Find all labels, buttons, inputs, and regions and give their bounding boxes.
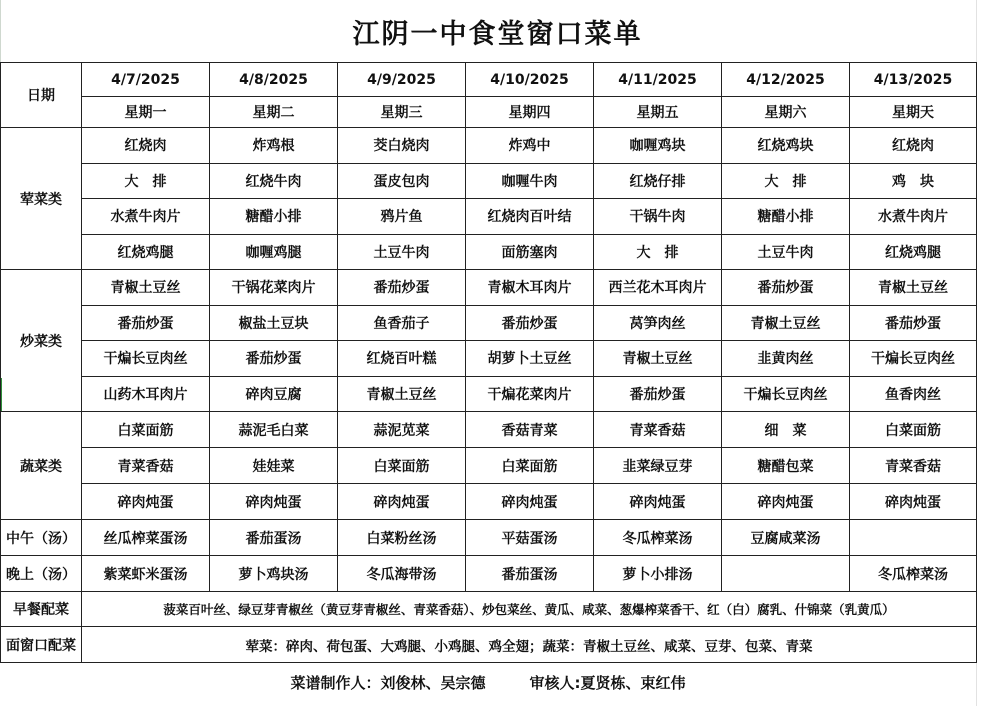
menu-cell: 山药木耳肉片	[82, 376, 210, 412]
menu-cell: 碎肉炖蛋	[82, 484, 210, 520]
table-row	[1, 305, 977, 341]
table-row	[1, 556, 977, 592]
date-cell: 4/13/2025	[850, 63, 977, 97]
menu-cell: 面筋塞肉	[466, 234, 594, 270]
menu-cell: 水煮牛肉片	[850, 199, 977, 235]
weekday-cell: 星期四	[466, 97, 594, 128]
footer	[0, 664, 976, 700]
table-row	[1, 592, 977, 627]
menu-cell: 鱼香肉丝	[850, 376, 977, 412]
menu-cell: 青椒土豆丝	[722, 305, 850, 341]
table-row	[1, 627, 977, 663]
menu-cell: 鸦片鱼	[338, 199, 466, 235]
dinner-soup-cell: 番茄蛋汤	[466, 556, 594, 592]
date-cell: 4/8/2025	[210, 63, 338, 97]
table-row	[1, 128, 977, 164]
menu-cell: 碎肉炖蛋	[850, 484, 977, 520]
sheet-margin	[976, 0, 995, 706]
table-row	[1, 63, 977, 97]
menu-cell: 蒜泥苋菜	[338, 412, 466, 448]
menu-cell: 糖醋包菜	[722, 448, 850, 484]
menu-cell: 红烧鸡块	[722, 128, 850, 164]
menu-cell: 大 排	[82, 163, 210, 199]
menu-cell: 青椒土豆丝	[82, 270, 210, 306]
dinner-soup-cell: 紫菜虾米蛋汤	[82, 556, 210, 592]
menu-cell: 韭菜绿豆芽	[594, 448, 722, 484]
menu-cell: 糖醋小排	[210, 199, 338, 235]
table-row	[1, 520, 977, 556]
menu-cell: 青椒土豆丝	[338, 376, 466, 412]
menu-cell: 咖喱鸡块	[594, 128, 722, 164]
table-row	[1, 199, 977, 235]
menu-reviewers: 审核人:夏贤栋、束红伟	[529, 673, 686, 692]
menu-cell: 干煸长豆肉丝	[722, 376, 850, 412]
category-noodle: 面窗口配菜	[1, 627, 82, 663]
category-veg: 蔬菜类	[1, 412, 82, 520]
lunch-soup-cell: 丝瓜榨菜蛋汤	[82, 520, 210, 556]
menu-cell: 炸鸡根	[210, 128, 338, 164]
lunch-soup-cell	[850, 520, 977, 556]
menu-cell: 大 排	[722, 163, 850, 199]
menu-cell: 蛋皮包肉	[338, 163, 466, 199]
menu-cell: 干煸长豆肉丝	[850, 341, 977, 377]
table-row	[1, 341, 977, 377]
menu-cell: 青椒土豆丝	[594, 341, 722, 377]
table-row	[1, 234, 977, 270]
menu-cell: 红烧仔排	[594, 163, 722, 199]
date-label: 日期	[1, 63, 82, 128]
menu-cell: 红烧鸡腿	[850, 234, 977, 270]
weekday-cell: 星期天	[850, 97, 977, 128]
menu-cell: 红烧百叶糕	[338, 341, 466, 377]
dinner-soup-cell: 萝卜小排汤	[594, 556, 722, 592]
date-cell: 4/12/2025	[722, 63, 850, 97]
category-breakfast: 早餐配菜	[1, 592, 82, 627]
table-row	[1, 376, 977, 412]
menu-cell: 干煸长豆肉丝	[82, 341, 210, 377]
table-row	[1, 97, 977, 128]
menu-cell: 鸡 块	[850, 163, 977, 199]
table-row	[1, 412, 977, 448]
menu-cell: 番茄炒蛋	[850, 305, 977, 341]
menu-cell: 咖喱鸡腿	[210, 234, 338, 270]
menu-cell: 韭黄肉丝	[722, 341, 850, 377]
menu-cell: 干锅花菜肉片	[210, 270, 338, 306]
lunch-soup-cell: 豆腐咸菜汤	[722, 520, 850, 556]
menu-cell: 碎肉炖蛋	[722, 484, 850, 520]
menu-cell: 干锅牛肉	[594, 199, 722, 235]
menu-cell: 炸鸡中	[466, 128, 594, 164]
menu-cell: 水煮牛肉片	[82, 199, 210, 235]
menu-cell: 红烧鸡腿	[82, 234, 210, 270]
category-meat: 荤菜类	[1, 128, 82, 270]
menu-cell: 青菜香菇	[82, 448, 210, 484]
menu-cell: 椒盐土豆块	[210, 305, 338, 341]
menu-cell: 干煸花菜肉片	[466, 376, 594, 412]
weekday-cell: 星期三	[338, 97, 466, 128]
menu-cell: 莴笋肉丝	[594, 305, 722, 341]
weekday-cell: 星期二	[210, 97, 338, 128]
menu-cell: 胡萝卜土豆丝	[466, 341, 594, 377]
menu-cell: 番茄炒蛋	[210, 341, 338, 377]
menu-cell: 碎肉炖蛋	[594, 484, 722, 520]
page-title: 江阴一中食堂窗口菜单	[352, 18, 643, 50]
noodle-items: 荤菜：碎肉、荷包蛋、大鸡腿、小鸡腿、鸡全翅；蔬菜：青椒土豆丝、咸菜、豆芽、包菜、青菜	[82, 627, 977, 663]
menu-cell: 番茄炒蛋	[338, 270, 466, 306]
lunch-soup-cell: 冬瓜榨菜汤	[594, 520, 722, 556]
weekday-cell: 星期五	[594, 97, 722, 128]
date-cell: 4/9/2025	[338, 63, 466, 97]
menu-cell: 红烧肉	[82, 128, 210, 164]
table-row	[1, 484, 977, 520]
menu-cell: 鱼香茄子	[338, 305, 466, 341]
menu-cell: 大 排	[594, 234, 722, 270]
menu-cell: 土豆牛肉	[338, 234, 466, 270]
lunch-soup-cell: 番茄蛋汤	[210, 520, 338, 556]
category-stirfry: 炒菜类	[1, 270, 82, 412]
menu-cell: 香菇青菜	[466, 412, 594, 448]
menu-cell: 红烧牛肉	[210, 163, 338, 199]
table-row	[1, 163, 977, 199]
dinner-soup-cell: 萝卜鸡块汤	[210, 556, 338, 592]
menu-cell: 蒜泥毛白菜	[210, 412, 338, 448]
menu-cell: 青椒土豆丝	[850, 270, 977, 306]
menu-cell: 碎肉炖蛋	[338, 484, 466, 520]
menu-cell: 红烧肉百叶结	[466, 199, 594, 235]
menu-cell: 青菜香菇	[594, 412, 722, 448]
menu-cell: 西兰花木耳肉片	[594, 270, 722, 306]
menu-cell: 番茄炒蛋	[722, 270, 850, 306]
weekday-cell: 星期六	[722, 97, 850, 128]
table-row	[1, 448, 977, 484]
menu-cell: 红烧肉	[850, 128, 977, 164]
lunch-soup-cell: 白菜粉丝汤	[338, 520, 466, 556]
menu-cell: 番茄炒蛋	[466, 305, 594, 341]
date-cell: 4/11/2025	[594, 63, 722, 97]
menu-cell: 糖醋小排	[722, 199, 850, 235]
menu-cell: 碎肉豆腐	[210, 376, 338, 412]
date-cell: 4/10/2025	[466, 63, 594, 97]
menu-cell: 细 菜	[722, 412, 850, 448]
menu-cell: 青菜香菇	[850, 448, 977, 484]
dinner-soup-cell	[722, 556, 850, 592]
menu-cell: 茭白烧肉	[338, 128, 466, 164]
menu-cell: 番茄炒蛋	[594, 376, 722, 412]
table-row	[1, 270, 977, 306]
menu-cell: 土豆牛肉	[722, 234, 850, 270]
dinner-soup-cell: 冬瓜海带汤	[338, 556, 466, 592]
menu-makers: 菜谱制作人：刘俊林、吴宗德	[290, 673, 486, 692]
breakfast-items: 菠菜百叶丝、绿豆芽青椒丝（黄豆芽青椒丝、青菜香菇）、炒包菜丝、黄瓜、咸菜、葱爆榨菜香干、红（白）腐乳、什锦菜（乳黄瓜）	[82, 592, 977, 627]
menu-cell: 白菜面筋	[850, 412, 977, 448]
menu-cell: 番茄炒蛋	[82, 305, 210, 341]
menu-cell: 咖喱牛肉	[466, 163, 594, 199]
menu-cell: 碎肉炖蛋	[466, 484, 594, 520]
dinner-soup-cell: 冬瓜榨菜汤	[850, 556, 977, 592]
date-cell: 4/7/2025	[82, 63, 210, 97]
menu-table	[0, 62, 977, 663]
category-lunch-soup: 中午（汤）	[1, 520, 82, 556]
menu-cell: 青椒木耳肉片	[466, 270, 594, 306]
menu-cell: 白菜面筋	[466, 448, 594, 484]
menu-cell: 碎肉炖蛋	[210, 484, 338, 520]
category-dinner-soup: 晚上（汤）	[1, 556, 82, 592]
lunch-soup-cell: 平菇蛋汤	[466, 520, 594, 556]
menu-cell: 白菜面筋	[82, 412, 210, 448]
weekday-cell: 星期一	[82, 97, 210, 128]
menu-cell: 娃娃菜	[210, 448, 338, 484]
menu-cell: 白菜面筋	[338, 448, 466, 484]
